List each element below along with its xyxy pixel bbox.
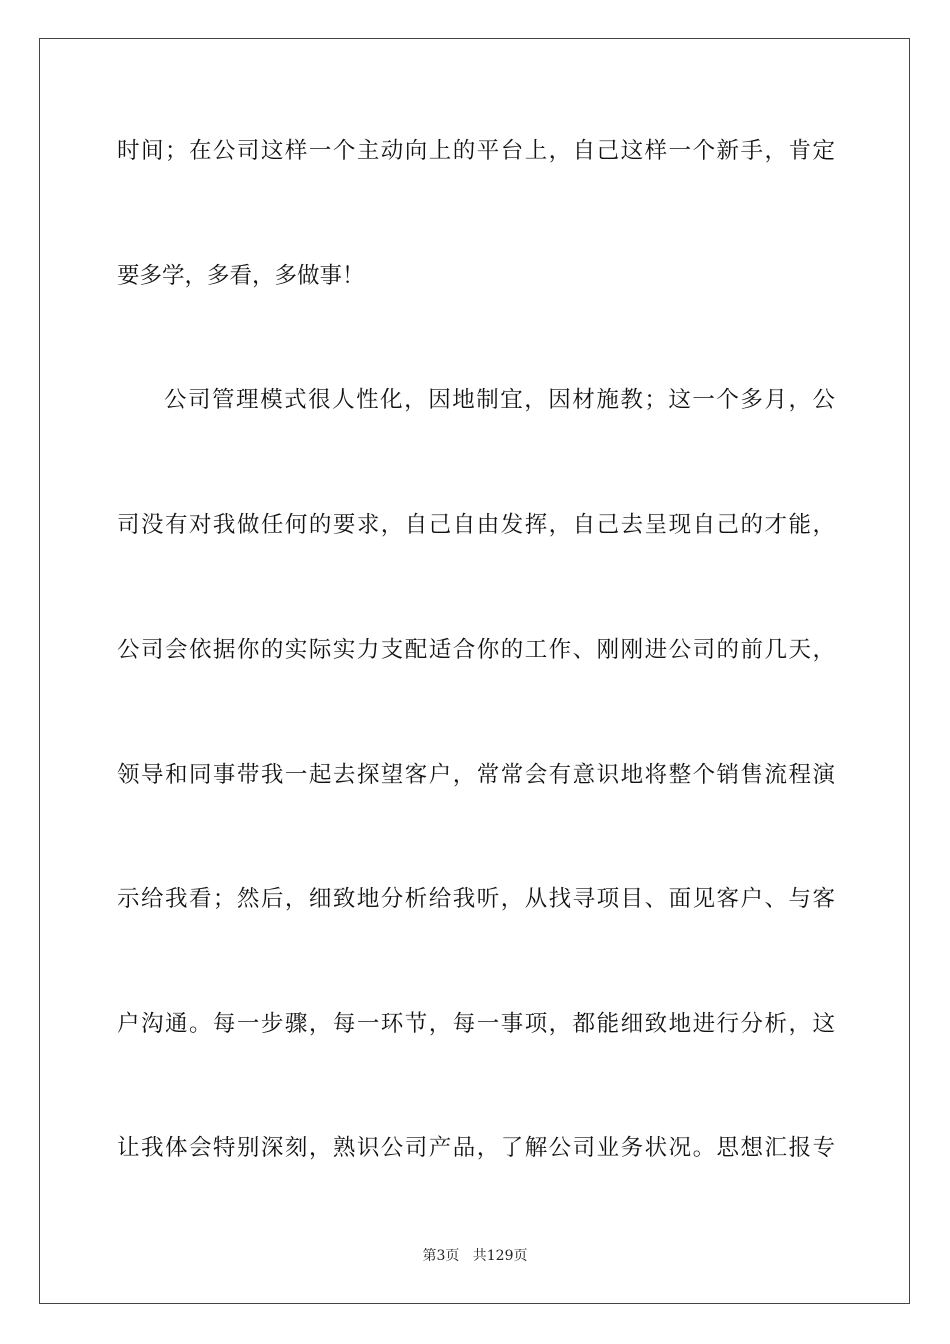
paragraph-line-6: 领导和同事带我一起去探望客户，常常会有意识地将整个销售流程演 (117, 762, 835, 788)
page-footer (0, 1247, 950, 1265)
paragraph-line-5: 公司会依据你的实际实力支配适合你的工作、刚刚进公司的前几天， (117, 637, 835, 663)
paragraph-line-9: 让我体会特别深刻，熟识公司产品，了解公司业务状况。思想汇报专 (117, 1135, 835, 1161)
paragraph-line-3: 公司管理模式很人性化，因地制宜，因材施教；这一个多月，公 (164, 387, 835, 413)
paragraph-line-2: 要多学，多看，多做事！ (117, 263, 365, 289)
paragraph-line-1: 时间；在公司这样一个主动向上的平台上，自己这样一个新手，肯定 (117, 138, 835, 164)
paragraph-line-8: 户沟通。每一步骤，每一环节，每一事项，都能细致地进行分析，这 (117, 1011, 835, 1037)
page-number: 第3页 (422, 1248, 460, 1264)
paragraph-line-7: 示给我看；然后，细致地分析给我听，从找寻项目、面见客户、与客 (117, 886, 835, 912)
page-border (39, 38, 910, 1304)
page-total: 共129页 (472, 1248, 528, 1264)
paragraph-line-4: 司没有对我做任何的要求，自己自由发挥，自己去呈现自己的才能， (117, 512, 835, 538)
